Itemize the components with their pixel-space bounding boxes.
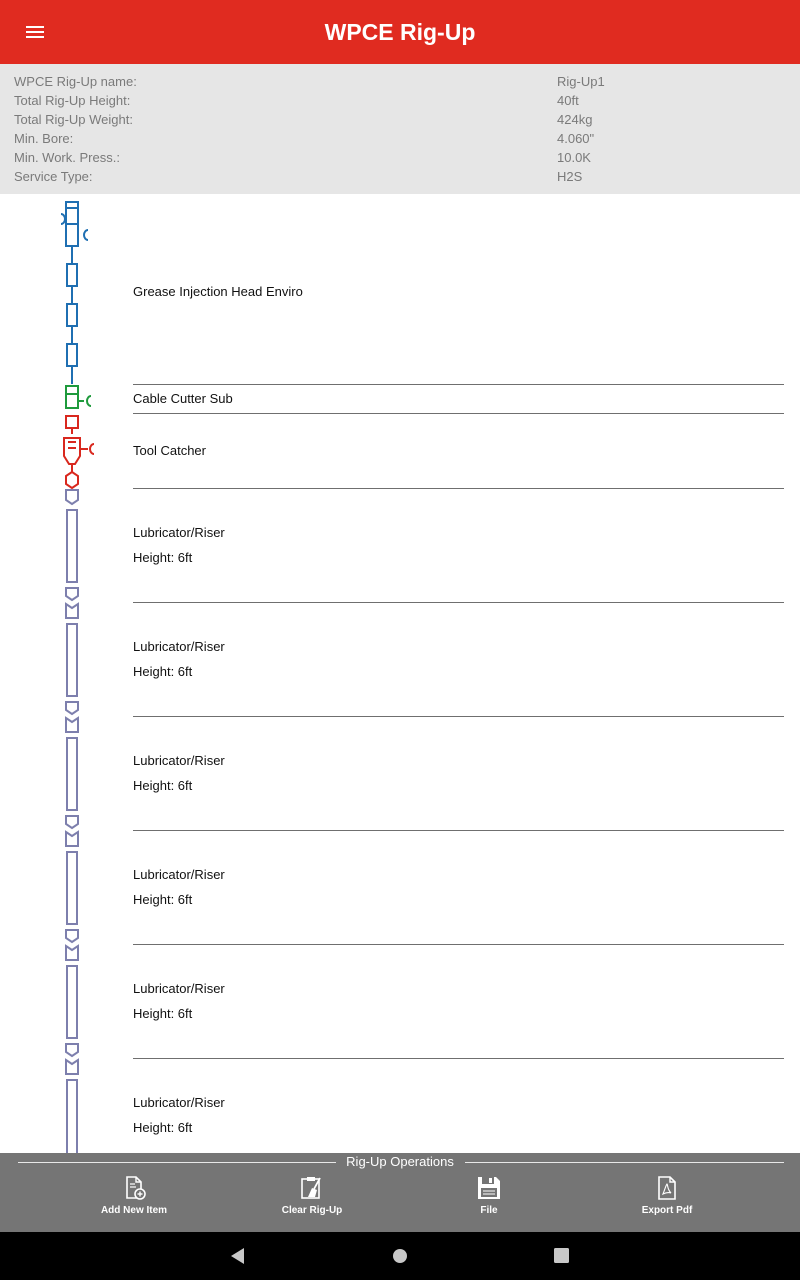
summary-row-bore <box>0 129 800 148</box>
summary-row-service <box>0 167 800 186</box>
item-height: Height: 6ft <box>133 778 193 793</box>
home-circle-icon[interactable] <box>388 1244 412 1268</box>
item-name: Lubricator/Riser <box>133 867 225 882</box>
item-divider <box>133 830 784 831</box>
summary-label: Total Rig-Up Height: <box>14 93 131 108</box>
item-name: Lubricator/Riser <box>133 639 225 654</box>
rig-up-summary <box>0 64 800 194</box>
rig-up-item-list[interactable] <box>0 194 800 1153</box>
item-height: Height: 6ft <box>133 550 193 565</box>
item-divider <box>133 1058 784 1059</box>
recents-square-icon[interactable] <box>550 1244 574 1268</box>
floppy-disk-icon <box>476 1175 502 1201</box>
summary-label: WPCE Rig-Up name: <box>14 74 137 89</box>
summary-value: 40ft <box>557 93 579 108</box>
item-name: Lubricator/Riser <box>133 525 225 540</box>
item-divider <box>133 716 784 717</box>
page-title: WPCE Rig-Up <box>324 19 476 45</box>
summary-label: Min. Bore: <box>14 131 74 146</box>
export-pdf-button[interactable] <box>597 1175 737 1227</box>
item-divider <box>133 488 784 489</box>
file-button[interactable] <box>419 1175 559 1227</box>
export-pdf-label: Export Pdf <box>641 1205 693 1216</box>
clear-brush-icon <box>299 1175 325 1201</box>
item-name: Lubricator/Riser <box>133 981 225 996</box>
lubricator-stack-graphic <box>66 490 78 1153</box>
item-height: Height: 6ft <box>133 1006 193 1021</box>
summary-value: 424kg <box>557 112 593 127</box>
item-divider <box>133 944 784 945</box>
system-navigation-bar <box>0 1232 800 1280</box>
item-divider <box>133 384 784 385</box>
ops-title-wrap <box>0 1154 800 1169</box>
ops-title: Rig-Up Operations <box>338 1154 462 1169</box>
file-label: File <box>480 1205 498 1216</box>
add-new-item-button[interactable] <box>64 1175 204 1227</box>
item-height: Height: 6ft <box>133 1120 193 1135</box>
grease-injection-head-graphic <box>61 202 88 384</box>
pdf-export-icon <box>654 1175 680 1201</box>
clear-rig-up-button[interactable] <box>242 1175 382 1227</box>
back-triangle-icon[interactable] <box>226 1244 250 1268</box>
add-new-item-label: Add New Item <box>100 1205 168 1216</box>
item-name: Lubricator/Riser <box>133 1095 225 1110</box>
item-height: Height: 6ft <box>133 664 193 679</box>
tool-catcher-graphic <box>64 416 94 488</box>
summary-value: 10.0K <box>557 150 591 165</box>
item-name: Cable Cutter Sub <box>133 391 233 406</box>
rig-up-schematic <box>0 194 120 1153</box>
summary-label: Min. Work. Press.: <box>14 150 120 165</box>
add-document-icon <box>121 1175 147 1201</box>
summary-row-name <box>0 72 800 91</box>
item-height: Height: 6ft <box>133 892 193 907</box>
item-divider <box>133 602 784 603</box>
top-app-bar <box>0 0 800 64</box>
item-name: Grease Injection Head Enviro <box>133 284 303 299</box>
cable-cutter-sub-graphic <box>66 386 91 408</box>
summary-label: Service Type: <box>14 169 93 184</box>
summary-label: Total Rig-Up Weight: <box>14 112 133 127</box>
summary-row-height <box>0 91 800 110</box>
clear-rig-up-label: Clear Rig-Up <box>281 1205 343 1216</box>
rig-up-operations-bar <box>0 1153 800 1232</box>
summary-row-pressure <box>0 148 800 167</box>
item-name: Tool Catcher <box>133 443 206 458</box>
summary-value: 4.060" <box>557 131 595 146</box>
summary-value: H2S <box>557 169 583 184</box>
summary-value: Rig-Up1 <box>557 74 605 89</box>
summary-row-weight <box>0 110 800 129</box>
item-name: Lubricator/Riser <box>133 753 225 768</box>
item-divider <box>133 413 784 414</box>
